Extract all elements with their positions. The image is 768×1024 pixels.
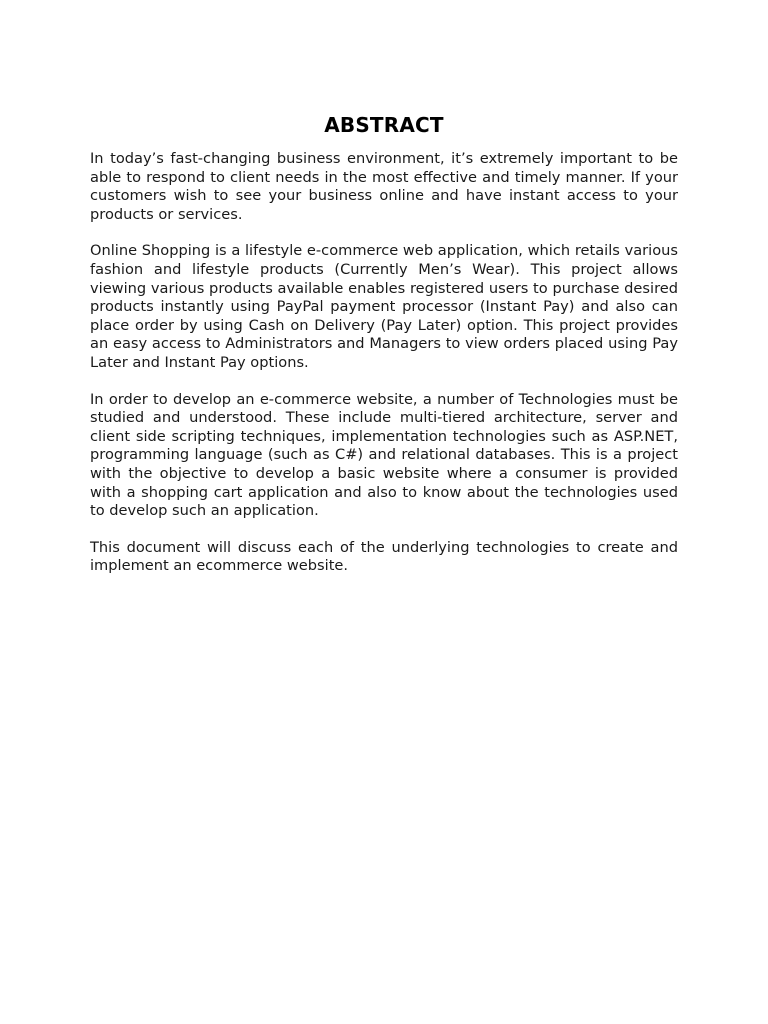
document-page xyxy=(90,112,678,594)
paragraph-online-shopping: Online Shopping is a lifestyle e-commerce web application, which retails various fashion and lifestyle products (Currently Men’s Wear). This project allows viewing various products available enables registered users to purchase desired products instantly using PayPal payment processor (Instant Pay) and also can place order by using Cash on Delivery (Pay Later) option. This project provides an easy access to Administrators and Managers to view orders placed using Pay Later and Instant Pay options. xyxy=(90,242,678,371)
paragraph-technologies: In order to develop an e-commerce website, a number of Technologies must be studied and understood. These include multi-tiered architecture, server and client side scripting techniques, implementation technologies such as ASP.NET, programming language (such as C#) and relational databases. This is a project with the objective to develop a basic website where a consumer is provided with a shopping cart application and also to know about the technologies used to develop such an application. xyxy=(90,390,678,520)
paragraph-conclusion: This document will discuss each of the underlying technologies to create and implement an ecommerce website. xyxy=(90,538,678,575)
abstract-title: ABSTRACT xyxy=(324,113,444,137)
paragraph-intro: In today’s fast-changing business environment, it’s extremely important to be able to respond to client needs in the most effective and timely manner. If your customers wish to see your business online and have instant access to your products or services. xyxy=(90,150,678,223)
